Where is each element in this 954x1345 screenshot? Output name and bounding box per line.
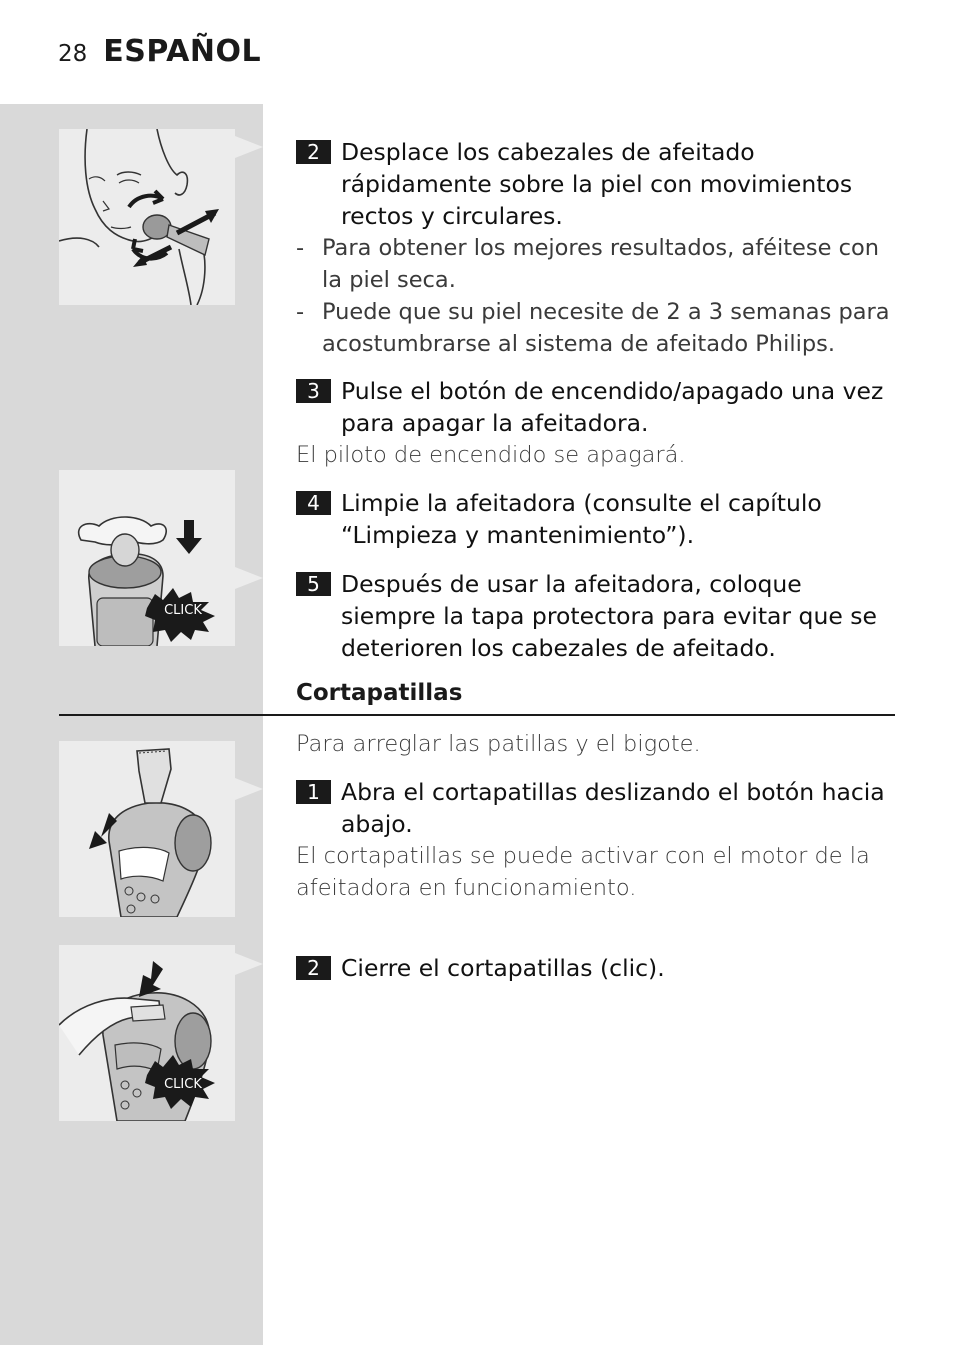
illustration-open-trimmer [59,741,235,917]
note-trimmer-motor: El cortapatillas se puede activar con el motor de la afeitadora en funcionamiento. [296,843,870,901]
bullet-adaptation: - Puede que su piel necesite de 2 a 3 semanas para acostumbrarse al sistema de afeitado Philips. [296,296,896,360]
step-text: Cierre el cortapatillas (clic). [341,954,665,982]
step-text: Pulse el botón de encendido/apagado una vez para apagar la afeitadora. [341,377,884,437]
shaver-cap-icon [59,470,235,646]
step-text: Desplace los cabezales de afeitado rápidamente sobre la piel con movimientos rectos y circulares. [341,138,853,230]
step-number: 4 [296,491,331,515]
step-number: 3 [296,379,331,403]
step-5-cap [296,568,896,664]
illustration-pointer [235,567,263,589]
bullet-dry-skin: - Para obtener los mejores resultados, aféitese con la piel seca. [296,232,896,296]
trimmer-open-icon [59,741,235,917]
trimmer-step-1 [296,776,896,840]
page-number: 28 [58,41,88,67]
illustration-close-trimmer [59,945,235,1121]
section-divider [59,714,895,716]
illustration-pointer [235,953,263,975]
section-title: Cortapatillas [296,680,463,706]
step-4-clean [296,487,896,551]
step-2-shaving [296,136,896,232]
note-trimmer-intro: Para arreglar las patillas y el bigote. [296,731,701,757]
step-number: 2 [296,140,331,164]
illustration-protective-cap [59,470,235,646]
language-heading: ESPAÑOL [103,34,262,69]
click-label: CLICK [164,603,202,618]
illustration-pointer [235,136,263,158]
click-label: CLICK [164,1077,202,1092]
step-3-switch-off [296,375,896,439]
step-text: Limpie la afeitadora (consulte el capítulo “Limpieza y mantenimiento”). [341,489,822,549]
step-number: 2 [296,956,331,980]
bullet-text: Puede que su piel necesite de 2 a 3 semanas para acostumbrarse al sistema de afeitado Philips. [322,299,890,357]
face-shaving-icon [59,129,235,305]
step-text: Después de usar la afeitadora, coloque siempre la tapa protectora para evitar que se deterioren los cabezales de afeitado. [341,570,878,662]
trimmer-step-2 [296,952,896,984]
step-text: Abra el cortapatillas deslizando el botón hacia abajo. [341,778,885,838]
page-header [58,34,261,69]
illustration-shaving-face [59,129,235,305]
illustration-pointer [235,778,263,800]
trimmer-close-icon [59,945,235,1121]
step-number: 1 [296,780,331,804]
step-number: 5 [296,572,331,596]
note-pilot-off: El piloto de encendido se apagará. [296,442,686,468]
bullet-text: Para obtener los mejores resultados, aféitese con la piel seca. [322,235,879,293]
